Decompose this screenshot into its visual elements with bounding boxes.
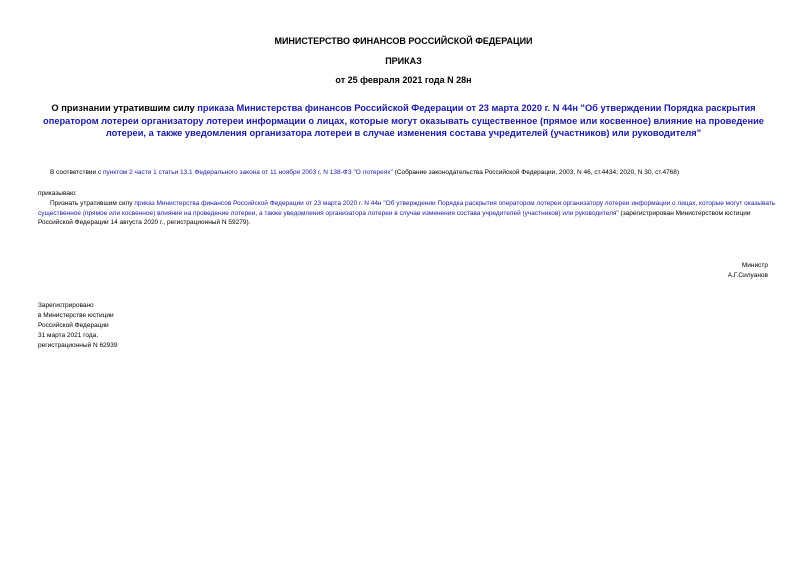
body-paragraph xyxy=(38,199,776,228)
registration-line: Зарегистрировано xyxy=(38,302,94,309)
order-word: приказываю: xyxy=(38,190,77,197)
preamble-law-link[interactable]: пунктом 2 части 1 статьи 13.1 Федерального закона от 11 ноября 2003 г. N 138-ФЗ "О лотереях" xyxy=(103,169,393,176)
body-prefix: Признать утратившим силу xyxy=(50,200,135,207)
body-order-link[interactable]: приказ Министерства финансов Российской Федерации от 23 марта 2020 г. N 44н "Об утверждении Порядка раскрытия оператором лотереи организатору лотереи информации о лицах, которые могут оказывать существенное (прямое или косвенное) влияние на проведение лотереи, а также уведомления организатора лотереи в случае изменения состава учредителей (участников) или руководителя" xyxy=(38,200,776,217)
title-link[interactable]: приказа Министерства финансов Российской Федерации от 23 марта 2020 г. N 44н "Об утверждении Порядка раскрытия оператором лотереи организатору лотереи информации о лицах, которые могут оказывать существенное (прямое или косвенное) влияние на проведение лотереи, а также уведомления организатора лотереи в случае изменения состава учредителей (участников) или руководителя" xyxy=(43,103,764,138)
signature-name: А.Г.Силуанов xyxy=(727,272,768,279)
title-prefix: О признании утратившим силу xyxy=(51,103,198,113)
doc-date-number: от 25 февраля 2021 года N 28н xyxy=(335,75,472,85)
registration-line: Российской Федерации xyxy=(38,322,109,329)
ministry-heading: МИНИСТЕРСТВО ФИНАНСОВ РОССИЙСКОЙ ФЕДЕРАЦИИ xyxy=(274,36,533,46)
body-suffix: (зарегистрирован Министерством юстиции Российской Федерации 14 августа 2020 г., регистрационный N 59279). xyxy=(38,209,751,226)
preamble-paragraph xyxy=(50,168,790,178)
registration-block xyxy=(38,301,118,351)
preamble-suffix: (Собрание законодательства Российской Федерации, 2003, N 46, ст.4434; 2020, N 30, ст.4768) xyxy=(392,169,680,176)
preamble-prefix: В соответствии с xyxy=(50,169,104,176)
doc-type-heading: ПРИКАЗ xyxy=(385,56,422,66)
document-title xyxy=(30,102,777,140)
registration-line: 31 марта 2021 года, xyxy=(38,332,99,339)
registration-line: в Министерстве юстиции xyxy=(38,312,114,319)
signature-position: Министр xyxy=(741,262,768,269)
registration-line: регистрационный N 62939 xyxy=(38,342,118,349)
